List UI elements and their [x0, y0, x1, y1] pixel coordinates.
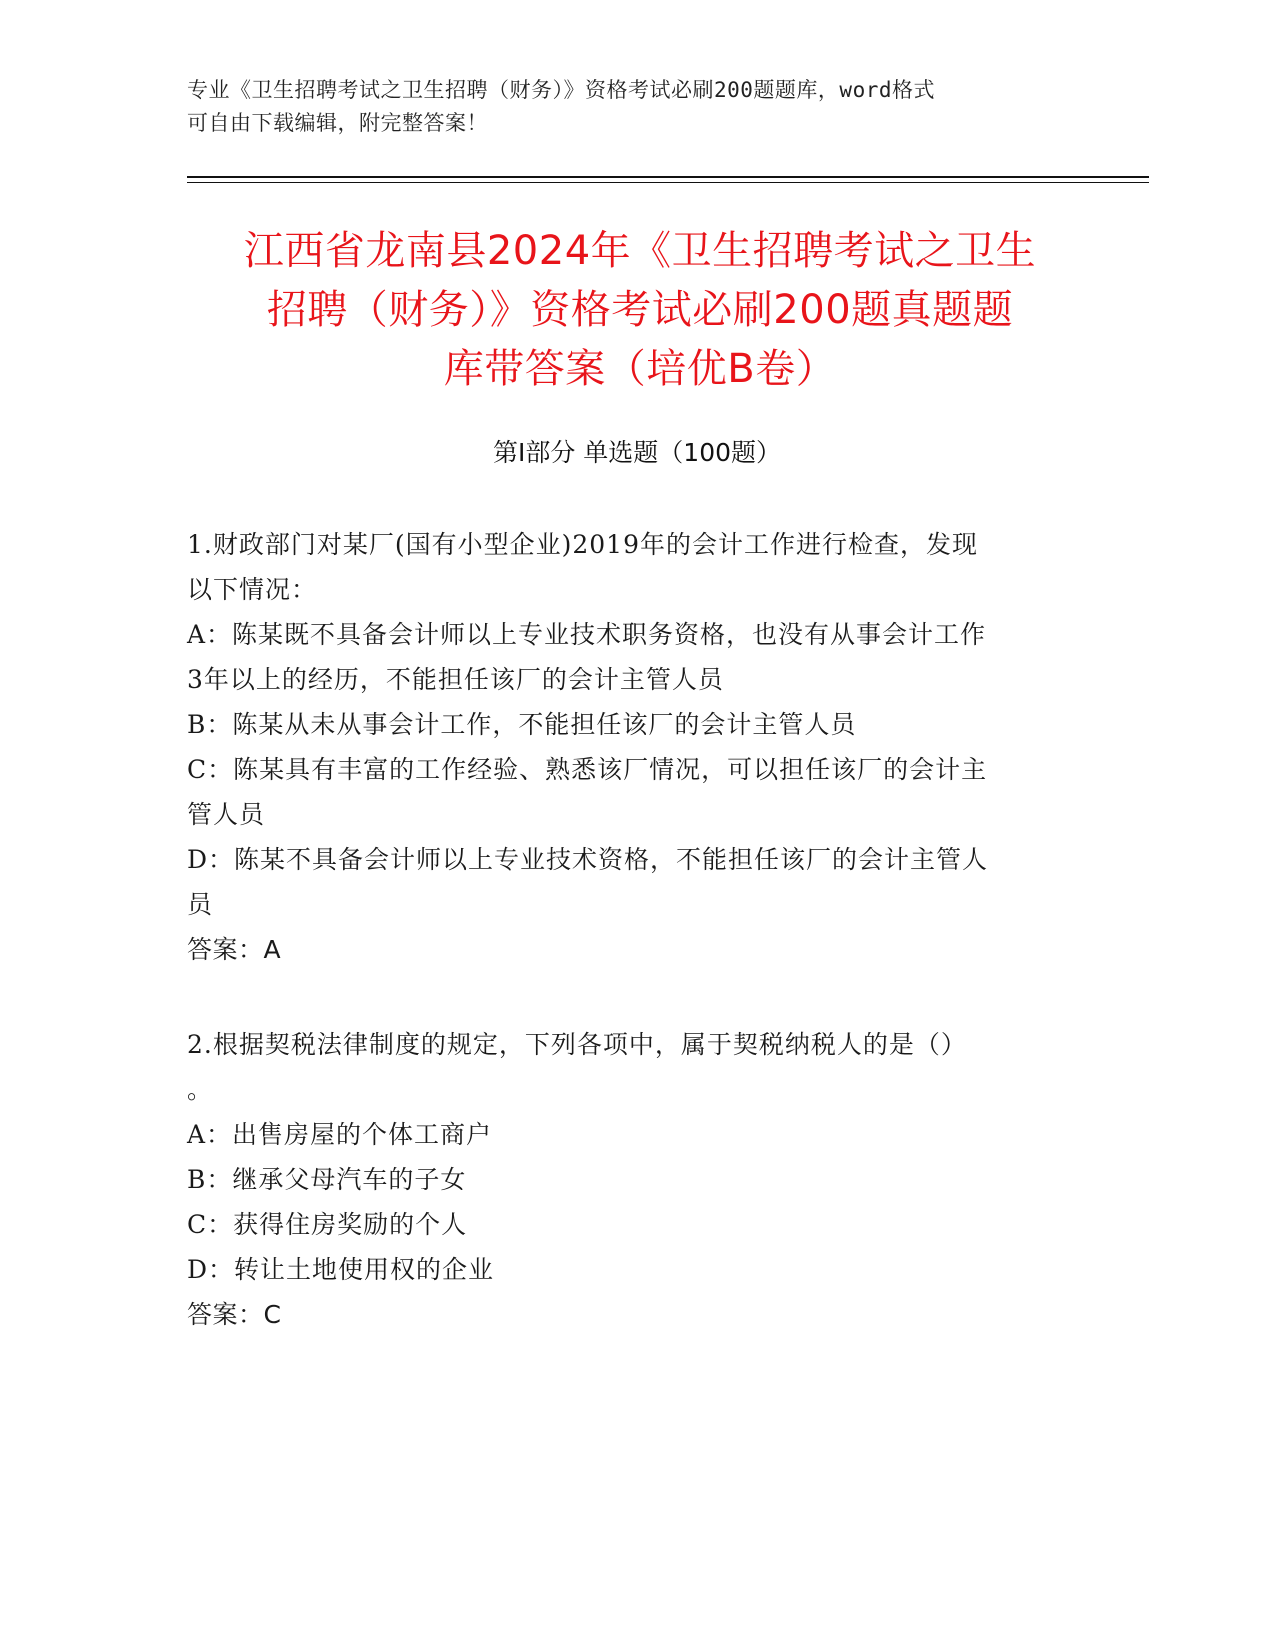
- question-2: [187, 1022, 1067, 1337]
- answer-label: 答案：A: [187, 935, 282, 964]
- option-c: C：陈某具有丰富的工作经验、熟悉该厂情况，可以担任该厂的会计主: [187, 755, 988, 784]
- question-stem: 以下情况：: [187, 575, 318, 604]
- question-stem: 2.根据契税法律制度的规定，下列各项中，属于契税纳税人的是（）: [187, 1030, 967, 1059]
- header-note: [187, 74, 1067, 140]
- option-c: C：获得住房奖励的个人: [187, 1210, 468, 1239]
- title-line: 库带答案（培优B卷）: [443, 346, 837, 392]
- option-a: A：陈某既不具备会计师以上专业技术职务资格，也没有从事会计工作: [187, 620, 987, 649]
- option-d: 员: [187, 890, 214, 919]
- option-d: D：转让土地使用权的企业: [187, 1255, 495, 1284]
- header-note-line: 专业《卫生招聘考试之卫生招聘（财务）》资格考试必刷200题题库，word格式: [187, 78, 935, 102]
- option-c: 管人员: [187, 800, 266, 829]
- header-note-line: 可自由下载编辑，附完整答案！: [187, 111, 488, 135]
- option-b: B：继承父母汽车的子女: [187, 1165, 467, 1194]
- option-b: B：陈某从未从事会计工作，不能担任该厂的会计主管人员: [187, 710, 857, 739]
- option-a: A：出售房屋的个体工商户: [187, 1120, 493, 1149]
- document-title: [180, 222, 1100, 399]
- section-heading: 第Ⅰ部分 单选题（100题）: [492, 438, 782, 467]
- title-line: 招聘（财务）》资格考试必刷200题真题题: [266, 287, 1014, 333]
- answer-label: 答案：C: [187, 1300, 282, 1329]
- question-stem: 。: [187, 1075, 214, 1104]
- option-a: 3年以上的经历，不能担任该厂的会计主管人员: [187, 665, 724, 694]
- question-stem: 1.财政部门对某厂(国有小型企业)2019年的会计工作进行检查，发现: [187, 530, 978, 559]
- option-d: D：陈某不具备会计师以上专业技术资格，不能担任该厂的会计主管人: [187, 845, 989, 874]
- title-line: 江西省龙南县2024年《卫生招聘考试之卫生: [243, 228, 1037, 274]
- header-divider-thick: [187, 176, 1149, 178]
- question-1: [187, 522, 1067, 972]
- header-divider-thin: [187, 182, 1149, 183]
